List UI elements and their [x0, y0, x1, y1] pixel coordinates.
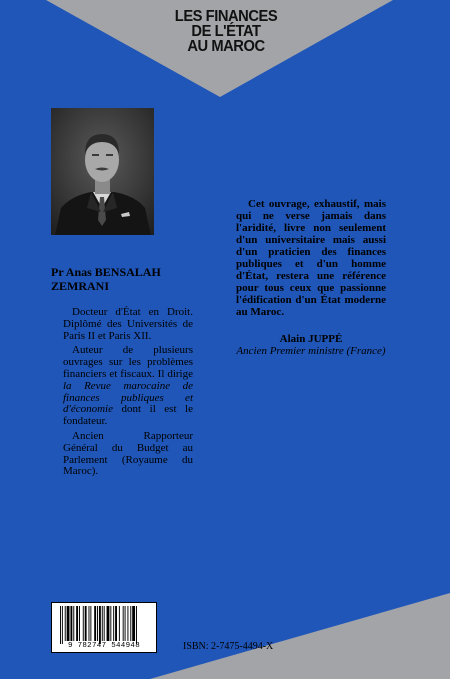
endorser-role: Ancien Premier ministre (France)	[236, 345, 386, 357]
bio-paragraph-3: Ancien Rapporteur Général du Budget au Parlement (Royaume du Maroc).	[63, 429, 193, 478]
author-bio	[63, 307, 193, 481]
bio-paragraph-1: Docteur d'État en Droit. Diplômé des Universités de Paris II et Paris XII.	[63, 306, 193, 342]
endorsement-signature	[236, 333, 386, 357]
barcode	[51, 602, 157, 653]
isbn-label: ISBN: 2-7475-4494-X	[183, 641, 274, 652]
author-name	[51, 265, 191, 293]
series-title-line-2: DE L'ÉTAT	[191, 23, 261, 40]
series-title-line-3: AU MAROC	[187, 38, 265, 55]
series-title-line-1: LES FINANCES	[174, 8, 278, 25]
author-name-line-2: ZEMRANI	[51, 279, 110, 293]
endorsement-quote: Cet ouvrage, exhaustif, mais qui ne verse jamais dans l'aridité, livre non seulement d'un universitaire mais aussi d'un praticien des finances publiques et d'un homme d'État, restera une référence pour tous ceux que passionne l'édification d'un État moderne au Maroc.	[236, 198, 386, 318]
endorser-name: Alain JUPPÉ	[279, 333, 343, 345]
barcode-digits: 9 782747 544948	[67, 642, 140, 650]
bio-paragraph-2-text: Auteur de plusieurs ouvrages sur les problèmes financiers et fiscaux. Il dirige	[63, 344, 193, 380]
journal-title: la Revue marocaine de finances publiques et d'économie	[63, 379, 193, 416]
author-portrait	[51, 108, 154, 235]
author-name-line-1: Pr Anas BENSALAH	[51, 265, 161, 279]
bio-paragraph-2-end: dont il est le fondateur.	[63, 403, 193, 428]
bio-paragraph-2	[63, 345, 193, 428]
series-title	[174, 9, 277, 54]
